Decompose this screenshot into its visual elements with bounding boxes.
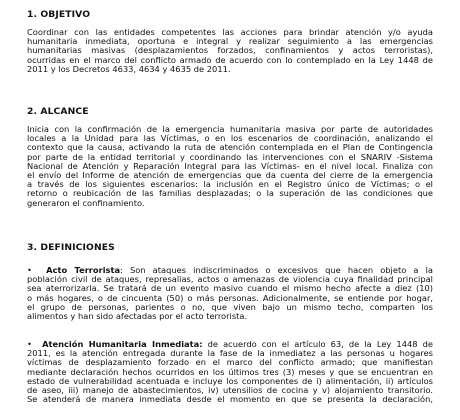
paragraph-line: población civil de ataques, represalias, actos o amenazas de violencia cuya finalidad principal <box>27 274 433 285</box>
paragraph-line: contexto que la causa, activando la ruta de atención contemplada en el Plan de Contingencia <box>27 142 433 153</box>
paragraph-line: humanitaria inmediata, oportuna e integral y realizar seguimiento a las emergencias <box>27 36 433 47</box>
section-heading-alcance: 2. ALCANCE <box>27 106 89 117</box>
paragraph-line: o más hogares, o de cincuenta (50) o más personas. Adicionalmente, se entiende por hogar, <box>27 292 433 303</box>
paragraph-line: Nacional de Atención y Reparación Integral para las Víctimas- en el nivel local. Finaliza con <box>27 160 433 171</box>
section-heading-definiciones: 3. DEFINICIONES <box>27 242 115 253</box>
paragraph-line: retorno o reubicación de las familias desplazadas; o la superación de las condiciones que <box>27 188 433 199</box>
paragraph-line: ocurridas en el marco del conflicto armado de acuerdo con lo contemplado en la Ley 1448 de <box>27 54 433 65</box>
bullet-icon: • <box>27 265 32 275</box>
paragraph-line: Coordinar con las entidades competentes las acciones para brindar atención y/o ayuda <box>27 27 433 37</box>
section-heading-objetivo: 1. OBJETIVO <box>27 9 91 20</box>
paragraph-line: Inicia con la confirmación de la emergencia humanitaria masiva por parte de autoridades <box>27 124 433 134</box>
definition-text: : Son ataques indiscriminados o excesivos que hacen objeto a la <box>120 265 433 275</box>
paragraph-line: 2011, es la atención entregada durante la fase de la inmediatez a las personas u hogares <box>27 348 433 359</box>
paragraph-line: a través de los siguientes escenarios: la inclusión en el Registro único de Víctimas; o el <box>27 179 433 190</box>
paragraph-line: estado de vulnerabilidad acentuada e incluye los componentes de i) alimentación, ii) artículos <box>27 375 433 386</box>
paragraph-line: sea aterrorizarla. Se tratará de un evento masivo cuando el mismo hecho afecte a diez (10) <box>27 283 433 294</box>
paragraph-line: por parte de la entidad territorial y coordinando las intervenciones con el SNARIV -Sistema <box>27 151 433 162</box>
paragraph-line: mediante declaración hechos ocurridos en los últimos tres (3) meses y que se encuentran en <box>27 366 433 377</box>
paragraph-line: generaron el confinamiento. <box>27 197 145 208</box>
paragraph-line: de aseo, iii) manejo de abastecimientos, iv) utensilios de cocina y v) alojamiento transitorio. <box>27 385 433 396</box>
paragraph-line: víctimas de desplazamiento forzado en el marco del conflicto armado; que manifiestan <box>27 357 433 368</box>
objetivo-paragraph <box>27 28 433 74</box>
paragraph-line: humanitarias masivas (desplazamientos forzados, confinamientos y actos terroristas), <box>27 45 433 56</box>
definition-term: Atención Humanitaria Inmediata: <box>42 339 203 349</box>
bullet-icon: • <box>27 339 32 349</box>
paragraph-line: Se atenderá de manera inmediata desde el momento en que se presenta la declaración, <box>27 394 433 405</box>
definition-acto-terrorista <box>27 266 433 321</box>
paragraph-line: 2011 y los Decretos 4633, 4634 y 4635 de 2011. <box>27 63 231 74</box>
paragraph-line: el grupo de personas, parientes o no, que viven bajo un mismo techo, comparten los <box>27 301 433 312</box>
definition-text: de acuerdo con el artículo 63, de la Ley 1448 de <box>202 339 434 349</box>
paragraph-line: locales a la Unidad para las Víctimas, o en los escenarios de coordinación, analizando el <box>27 133 433 144</box>
definition-atencion-humanitaria <box>27 340 433 404</box>
alcance-paragraph <box>27 125 433 208</box>
paragraph-line: el envío del Informe de atención de emergencias que da cuenta del cierre de la emergencia <box>27 170 433 181</box>
definition-term: Acto Terrorista <box>46 265 121 275</box>
paragraph-line: alimentos y han sido afectadas por el acto terrorista. <box>27 311 248 322</box>
